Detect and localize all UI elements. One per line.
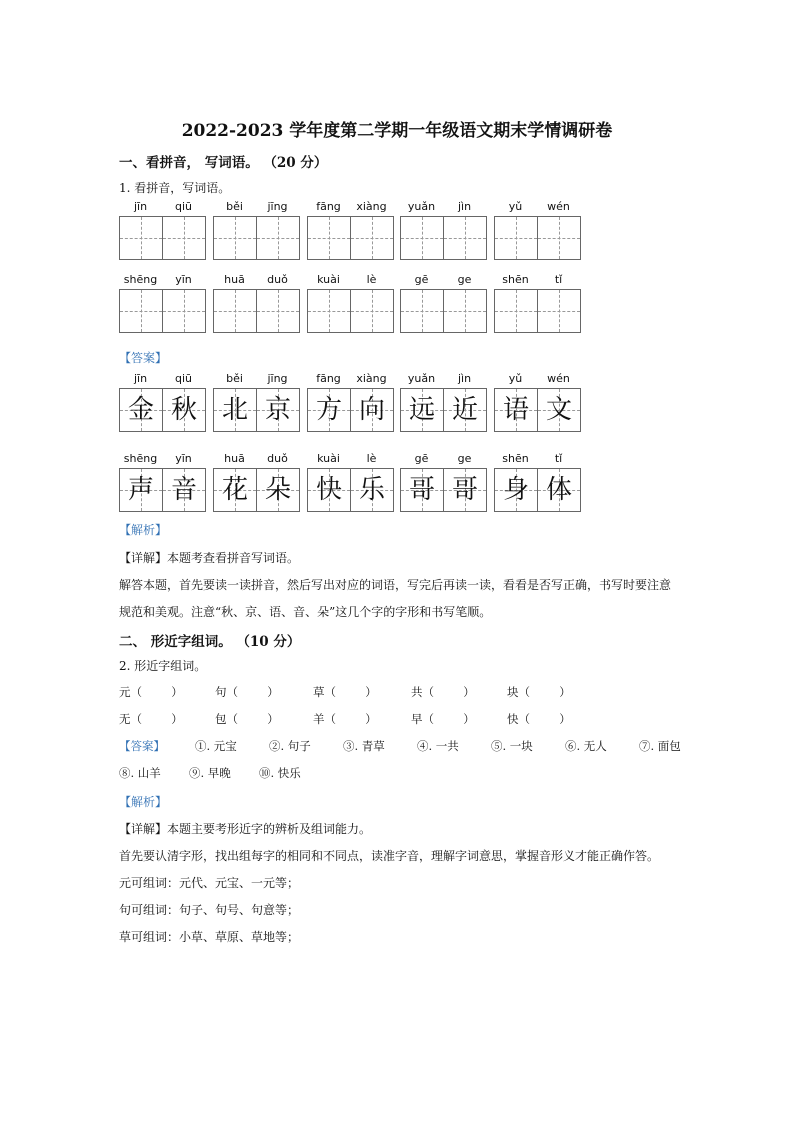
tianzige-grid (494, 388, 580, 431)
pinyin-syllable: duǒ (267, 273, 288, 286)
answer-label-2: 【答案】 (119, 739, 165, 753)
answer-character: 语 (502, 395, 529, 425)
blank-writing-cell (537, 216, 581, 260)
guide-line (278, 217, 279, 259)
pinyin-syllable: kuài (317, 452, 340, 465)
tianzige-grid (119, 289, 205, 332)
answer-character: 向 (358, 395, 385, 425)
pinyin-syllable: jìn (457, 200, 472, 213)
pinyin-syllable: huā (224, 273, 245, 286)
character-cell (400, 468, 444, 512)
pinyin-row (119, 372, 205, 386)
pinyin-syllable: kuài (317, 273, 340, 286)
blank-writing-cell (213, 216, 257, 260)
blank-writing-cell (162, 289, 206, 333)
character-cell (537, 388, 581, 432)
pinyin-syllable: qiū (174, 372, 192, 385)
character-cell (494, 388, 538, 432)
pinyin-word-box (307, 273, 393, 333)
answer-item: ⑥. 无人 (565, 739, 607, 753)
answer-character: 身 (502, 475, 529, 505)
blank-writing-cell (350, 216, 394, 260)
tianzige-grid (307, 289, 393, 332)
pinyin-row (400, 372, 486, 386)
answer-item: ①. 元宝 (195, 739, 237, 753)
answer-character: 哥 (451, 475, 478, 505)
guide-line (278, 290, 279, 332)
character-cell (256, 388, 300, 432)
guide-line (235, 217, 236, 259)
pinyin-row (307, 200, 393, 214)
answer-item: ⑩. 快乐 (259, 766, 301, 780)
guide-line (559, 290, 560, 332)
character-cell (350, 388, 394, 432)
explanation-2-line-4: 草可组词：小草、草原、草地等； (119, 930, 300, 944)
pinyin-word-box (307, 372, 393, 432)
pinyin-row (213, 200, 299, 214)
tianzige-grid (400, 388, 486, 431)
character-cell (307, 388, 351, 432)
pinyin-row (307, 452, 393, 466)
pinyin-word-box (494, 200, 580, 260)
tianzige-grid (213, 289, 299, 332)
explanation-2-line-3: 句可组词：句子、句号、句意等； (119, 903, 300, 917)
answer-character: 远 (408, 395, 435, 425)
pinyin-row (307, 273, 393, 287)
page-title: 2022-2023 学年度第二学期一年级语文期末学情调研卷 (181, 121, 613, 141)
pinyin-word-box (119, 200, 205, 260)
explanation-2-line-2: 元可组词：元代、元宝、一元等； (119, 876, 300, 890)
pinyin-syllable: gē (414, 452, 429, 465)
tianzige-grid (400, 216, 486, 259)
word-item: 包（ ） (215, 712, 279, 726)
explanation-1-line-1: 解答本题，首先要读一读拼音，然后写出对应的词语，写完后再读一读，看看是否写正确，书写时要注意 (119, 578, 672, 592)
tianzige-grid (119, 388, 205, 431)
pinyin-syllable: lè (366, 452, 377, 465)
pinyin-syllable: xiàng (356, 372, 387, 385)
tianzige-grid (400, 468, 486, 511)
answer-item: ③. 青草 (343, 739, 385, 753)
word-item: 元（ ） (119, 685, 183, 699)
explanation-1-line-2: 规范和美观。注意“秋、京、语、音、朵”这几个字的字形和书写笔顺。 (119, 605, 492, 619)
pinyin-row (213, 372, 299, 386)
pinyin-syllable: jīn (133, 372, 148, 385)
pinyin-word-box (119, 273, 205, 333)
pinyin-syllable: wén (547, 200, 570, 213)
character-cell (537, 468, 581, 512)
word-item: 快（ ） (507, 712, 571, 726)
blank-writing-cell (256, 216, 300, 260)
answer-label-1: 【答案】 (119, 351, 168, 365)
blank-writing-cell (213, 289, 257, 333)
pinyin-word-box (307, 200, 393, 260)
word-item: 句（ ） (215, 685, 279, 699)
tianzige-grid (307, 468, 393, 511)
pinyin-row (494, 372, 580, 386)
pinyin-row (213, 452, 299, 466)
pinyin-syllable: gē (414, 273, 429, 286)
guide-line (516, 290, 517, 332)
pinyin-syllable: tǐ (554, 452, 563, 465)
pinyin-row (400, 452, 486, 466)
pinyin-word-box (307, 452, 393, 512)
pinyin-word-box (119, 372, 205, 432)
analysis-label-2: 【解析】 (119, 795, 168, 809)
pinyin-word-box (213, 452, 299, 512)
blank-writing-cell (400, 289, 444, 333)
pinyin-syllable: fāng (316, 372, 341, 385)
pinyin-row (119, 273, 205, 287)
pinyin-syllable: fāng (316, 200, 341, 213)
pinyin-word-box (400, 452, 486, 512)
tianzige-grid (494, 468, 580, 511)
analysis-label-1: 【解析】 (119, 523, 168, 537)
blank-writing-cell (494, 289, 538, 333)
tianzige-grid (494, 289, 580, 332)
guide-line (141, 290, 142, 332)
answer-character: 文 (545, 395, 572, 425)
guide-line (422, 217, 423, 259)
character-cell (307, 468, 351, 512)
character-cell (400, 388, 444, 432)
pinyin-syllable: jīng (267, 372, 288, 385)
pinyin-syllable: ge (457, 273, 472, 286)
tianzige-grid (213, 388, 299, 431)
pinyin-syllable: běi (226, 372, 243, 385)
answer-character: 声 (127, 475, 154, 505)
guide-line (559, 217, 560, 259)
tianzige-grid (307, 216, 393, 259)
pinyin-row (400, 200, 486, 214)
word-item: 草（ ） (313, 685, 377, 699)
pinyin-syllable: běi (226, 200, 243, 213)
blank-writing-cell (256, 289, 300, 333)
answer-item: ④. 一共 (417, 739, 459, 753)
pinyin-word-box (119, 452, 205, 512)
answer-character: 音 (170, 475, 197, 505)
blank-writing-cell (162, 216, 206, 260)
pinyin-row (494, 273, 580, 287)
answer-character: 朵 (264, 475, 291, 505)
character-cell (119, 388, 163, 432)
pinyin-syllable: yuǎn (407, 372, 436, 385)
pinyin-syllable: yīn (175, 273, 192, 286)
tianzige-grid (400, 289, 486, 332)
pinyin-syllable: wén (547, 372, 570, 385)
pinyin-row (494, 452, 580, 466)
answer-character: 北 (221, 395, 248, 425)
answer-character: 体 (545, 475, 572, 505)
character-cell (119, 468, 163, 512)
blank-writing-cell (307, 289, 351, 333)
explanation-2-line-1: 首先要认清字形，找出组每字的相同和不同点，读准字音，理解字词意思，掌握音形义才能正确作答。 (119, 849, 660, 863)
guide-line (372, 217, 373, 259)
word-item: 羊（ ） (313, 712, 377, 726)
pinyin-row (307, 372, 393, 386)
character-cell (256, 468, 300, 512)
pinyin-word-box (400, 372, 486, 432)
character-cell (162, 468, 206, 512)
blank-writing-cell (443, 216, 487, 260)
pinyin-row (213, 273, 299, 287)
answer-character: 乐 (358, 475, 385, 505)
character-cell (443, 468, 487, 512)
answer-character: 京 (264, 395, 291, 425)
answer-item: ⑧. 山羊 (119, 766, 161, 780)
pinyin-syllable: xiàng (356, 200, 387, 213)
guide-line (329, 217, 330, 259)
character-cell (443, 388, 487, 432)
pinyin-row (494, 200, 580, 214)
pinyin-syllable: qiū (174, 200, 192, 213)
answer-item: ⑨. 早晚 (189, 766, 231, 780)
guide-line (465, 290, 466, 332)
tianzige-grid (213, 468, 299, 511)
blank-writing-cell (400, 216, 444, 260)
pinyin-syllable: shēn (502, 452, 529, 465)
pinyin-syllable: ge (457, 452, 472, 465)
answer-character: 秋 (170, 395, 197, 425)
pinyin-syllable: yǔ (508, 200, 523, 213)
pinyin-syllable: huā (224, 452, 245, 465)
guide-line (422, 290, 423, 332)
pinyin-word-box (213, 372, 299, 432)
word-item: 无（ ） (119, 712, 183, 726)
word-item: 共（ ） (411, 685, 475, 699)
blank-writing-cell (119, 216, 163, 260)
pinyin-syllable: yīn (175, 452, 192, 465)
pinyin-syllable: yuǎn (407, 200, 436, 213)
character-cell (494, 468, 538, 512)
guide-line (141, 217, 142, 259)
blank-writing-cell (119, 289, 163, 333)
character-cell (213, 388, 257, 432)
tianzige-grid (119, 216, 205, 259)
blank-writing-cell (494, 216, 538, 260)
guide-line (372, 290, 373, 332)
pinyin-syllable: yǔ (508, 372, 523, 385)
tianzige-grid (494, 216, 580, 259)
answer-item: ⑦. 面包 (639, 739, 681, 753)
blank-writing-cell (443, 289, 487, 333)
question-1: 1. 看拼音，写词语。 (119, 181, 231, 195)
pinyin-word-box (213, 273, 299, 333)
guide-line (184, 217, 185, 259)
word-item: 早（ ） (411, 712, 475, 726)
guide-line (184, 290, 185, 332)
pinyin-syllable: jīng (267, 200, 288, 213)
pinyin-syllable: shēng (123, 273, 158, 286)
pinyin-row (400, 273, 486, 287)
guide-line (235, 290, 236, 332)
blank-writing-cell (537, 289, 581, 333)
detail-1: 【详解】本题考查看拼音写词语。 (119, 551, 300, 565)
guide-line (516, 217, 517, 259)
pinyin-syllable: shēng (123, 452, 158, 465)
character-cell (350, 468, 394, 512)
answer-item: ⑤. 一块 (491, 739, 533, 753)
answer-character: 方 (315, 395, 342, 425)
tianzige-grid (119, 468, 205, 511)
answer-character: 花 (221, 475, 248, 505)
pinyin-row (119, 452, 205, 466)
question-2: 2. 形近字组词。 (119, 659, 207, 673)
pinyin-word-box (400, 200, 486, 260)
pinyin-syllable: jìn (457, 372, 472, 385)
pinyin-word-box (400, 273, 486, 333)
pinyin-syllable: shēn (502, 273, 529, 286)
detail-2: 【详解】本题主要考形近字的辨析及组词能力。 (119, 822, 372, 836)
pinyin-word-box (494, 452, 580, 512)
answer-character: 近 (451, 395, 478, 425)
guide-line (465, 217, 466, 259)
pinyin-word-box (494, 372, 580, 432)
section-1-heading: 一、看拼音， 写词语。 （20 分） (119, 155, 328, 171)
answer-item: ②. 句子 (269, 739, 311, 753)
blank-writing-cell (307, 216, 351, 260)
tianzige-grid (213, 216, 299, 259)
answer-character: 快 (315, 475, 342, 505)
pinyin-word-box (213, 200, 299, 260)
pinyin-syllable: jīn (133, 200, 148, 213)
guide-line (329, 290, 330, 332)
pinyin-syllable: duǒ (267, 452, 288, 465)
section-2-heading: 二、 形近字组词。 （10 分） (119, 634, 301, 650)
character-cell (213, 468, 257, 512)
character-cell (162, 388, 206, 432)
answer-character: 哥 (408, 475, 435, 505)
pinyin-row (119, 200, 205, 214)
pinyin-syllable: lè (366, 273, 377, 286)
answer-character: 金 (127, 395, 154, 425)
pinyin-word-box (494, 273, 580, 333)
word-item: 块（ ） (507, 685, 571, 699)
tianzige-grid (307, 388, 393, 431)
pinyin-syllable: tǐ (554, 273, 563, 286)
blank-writing-cell (350, 289, 394, 333)
